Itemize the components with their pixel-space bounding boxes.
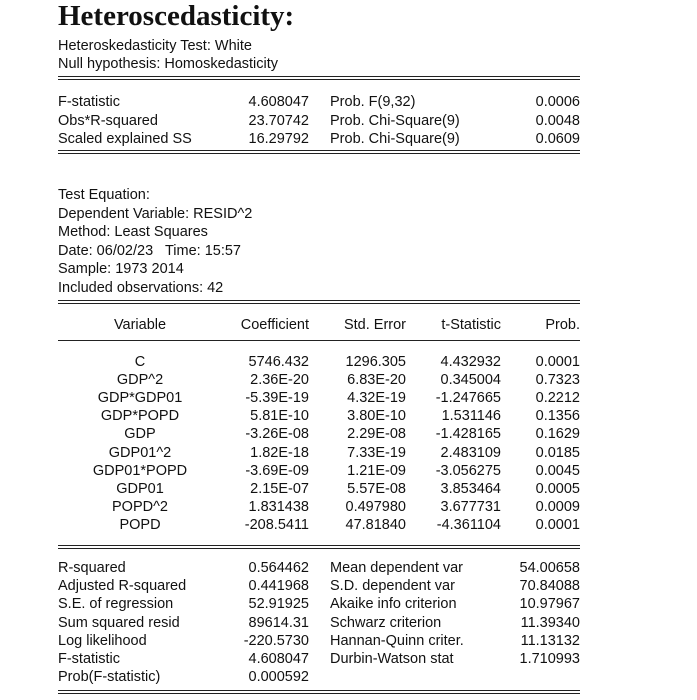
table-row-variable: GDP01^2 (108, 444, 172, 461)
table-row-t-statistic: 0.345004 (440, 372, 501, 389)
stat-value: -220.5730 (243, 632, 309, 649)
summary-value: 16.29792 (248, 131, 309, 147)
table-row-t-statistic: 3.677731 (440, 498, 501, 515)
table-row-std-error: 6.83E-20 (347, 372, 406, 389)
table-row-prob: 0.0045 (535, 462, 580, 479)
stat-label: Sum squared resid (58, 614, 180, 631)
table-row-std-error: 1296.305 (345, 354, 406, 370)
stat-value: 0.564462 (248, 560, 309, 576)
stat-label: Adjusted R-squared (58, 578, 187, 595)
table-row-variable: GDP01*POPD (92, 462, 188, 479)
stat-label-right: S.D. dependent var (330, 578, 455, 595)
sample: Sample: 1973 2014 (58, 261, 184, 277)
table-row-t-statistic: -4.361104 (436, 516, 501, 533)
col-header-t-statistic: t-Statistic (441, 317, 501, 333)
table-row-variable: GDP*GDP01 (97, 390, 183, 407)
table-row-variable: POPD^2 (112, 498, 168, 515)
table-row-std-error: 0.497980 (345, 498, 406, 515)
test-name: Heteroskedasticity Test: White (58, 38, 252, 54)
table-row-coefficient: 2.36E-20 (250, 372, 309, 389)
table-row-variable: GDP (124, 426, 156, 443)
stat-label: F-statistic (58, 651, 121, 667)
stat-value-right: 11.39340 (520, 614, 580, 631)
table-row-coefficient: 1.82E-18 (250, 444, 309, 461)
divider (58, 340, 580, 341)
stat-value: 4.608047 (248, 651, 309, 667)
table-row-coefficient: 5746.432 (248, 354, 309, 370)
page-title: Heteroscedasticity: (58, 0, 295, 32)
dependent-variable: Dependent Variable: RESID^2 (58, 206, 253, 222)
table-row-std-error: 3.80E-10 (347, 408, 406, 425)
summary-prob: 0.0048 (535, 112, 580, 129)
table-row-variable: C (134, 354, 146, 370)
included-observations: Included observations: 42 (58, 280, 224, 296)
table-row-t-statistic: -1.247665 (435, 390, 501, 407)
table-row-t-statistic: 3.853464 (440, 480, 501, 497)
table-row-variable: POPD (119, 516, 161, 533)
divider (58, 690, 580, 691)
table-row-variable: GDP*POPD (100, 408, 180, 425)
divider (58, 150, 580, 151)
stat-label-right: Mean dependent var (330, 560, 464, 576)
summary-prob-label: Prob. F(9,32) (330, 94, 416, 110)
table-row-prob: 0.0001 (535, 354, 580, 370)
table-row-std-error: 7.33E-19 (347, 444, 406, 461)
stat-value-right: 10.97967 (519, 596, 580, 613)
summary-value: 4.608047 (248, 94, 309, 110)
summary-label: Obs*R-squared (58, 112, 158, 129)
table-row-std-error: 4.32E-19 (347, 390, 406, 407)
table-row-prob: 0.2212 (535, 390, 580, 407)
summary-label: F-statistic (58, 94, 121, 110)
stat-label-right: Schwarz criterion (330, 614, 442, 631)
divider (58, 545, 580, 546)
table-row-coefficient: -3.26E-08 (245, 426, 309, 443)
divider (58, 153, 580, 154)
stat-label: Prob(F-statistic) (58, 669, 161, 686)
summary-label: Scaled explained SS (58, 131, 192, 147)
stat-label: Log likelihood (58, 632, 147, 649)
table-row-t-statistic: 4.432932 (440, 354, 501, 370)
divider (58, 548, 580, 549)
stat-value: 89614.31 (248, 614, 309, 631)
summary-prob: 0.0609 (535, 131, 580, 147)
stat-label: S.E. of regression (58, 596, 174, 613)
table-row-coefficient: -208.5411 (244, 516, 309, 533)
divider (58, 303, 580, 304)
table-row-prob: 0.0009 (535, 498, 580, 515)
null-hypothesis: Null hypothesis: Homoskedasticity (58, 56, 279, 72)
stat-value-right: 11.13132 (520, 632, 580, 649)
table-row-coefficient: 2.15E-07 (250, 480, 309, 497)
divider (58, 79, 580, 80)
table-row-variable: GDP01 (116, 480, 164, 497)
table-row-std-error: 47.81840 (345, 516, 406, 533)
col-header-variable: Variable (113, 317, 167, 333)
col-header-std-error: Std. Error (343, 317, 406, 333)
table-row-std-error: 5.57E-08 (347, 480, 406, 497)
stat-label-right: Akaike info criterion (330, 596, 457, 613)
table-row-prob: 0.1629 (535, 426, 580, 443)
stat-value-right: 70.84088 (519, 578, 580, 595)
table-row-t-statistic: -3.056275 (435, 462, 501, 479)
date-time: Date: 06/02/23 Time: 15:57 (58, 243, 241, 259)
stat-value: 0.441968 (248, 578, 309, 595)
table-row-prob: 0.1356 (535, 408, 580, 425)
divider (58, 693, 580, 694)
table-row-std-error: 2.29E-08 (347, 426, 406, 443)
table-row-std-error: 1.21E-09 (347, 462, 406, 479)
summary-value: 23.70742 (248, 112, 309, 129)
table-row-prob: 0.0185 (535, 444, 580, 461)
summary-prob: 0.0006 (535, 94, 580, 110)
col-header-coefficient: Coefficient (240, 317, 309, 333)
table-row-coefficient: 5.81E-10 (250, 408, 309, 425)
table-row-coefficient: -5.39E-19 (245, 390, 309, 407)
divider (58, 300, 580, 301)
table-row-prob: 0.7323 (535, 372, 580, 389)
summary-prob-label: Prob. Chi-Square(9) (330, 131, 460, 147)
test-equation-heading: Test Equation: (58, 187, 150, 203)
stat-label: R-squared (58, 560, 126, 576)
divider (58, 76, 580, 77)
table-row-coefficient: 1.831438 (248, 498, 309, 515)
table-row-coefficient: -3.69E-09 (245, 462, 309, 479)
col-header-prob: Prob. (545, 317, 580, 333)
stat-label-right: Durbin-Watson stat (330, 651, 454, 667)
stat-label-right: Hannan-Quinn criter. (330, 632, 464, 649)
summary-prob-label: Prob. Chi-Square(9) (330, 112, 460, 129)
table-row-prob: 0.0005 (535, 480, 580, 497)
stat-value: 52.91925 (248, 596, 309, 613)
stat-value-right: 54.00658 (519, 560, 580, 576)
table-row-prob: 0.0001 (535, 516, 580, 533)
stat-value: 0.000592 (248, 669, 309, 686)
method: Method: Least Squares (58, 224, 208, 240)
table-row-variable: GDP^2 (116, 372, 164, 389)
table-row-t-statistic: -1.428165 (435, 426, 501, 443)
table-row-t-statistic: 2.483109 (440, 444, 501, 461)
table-row-t-statistic: 1.531146 (441, 408, 501, 425)
stat-value-right: 1.710993 (519, 651, 580, 667)
